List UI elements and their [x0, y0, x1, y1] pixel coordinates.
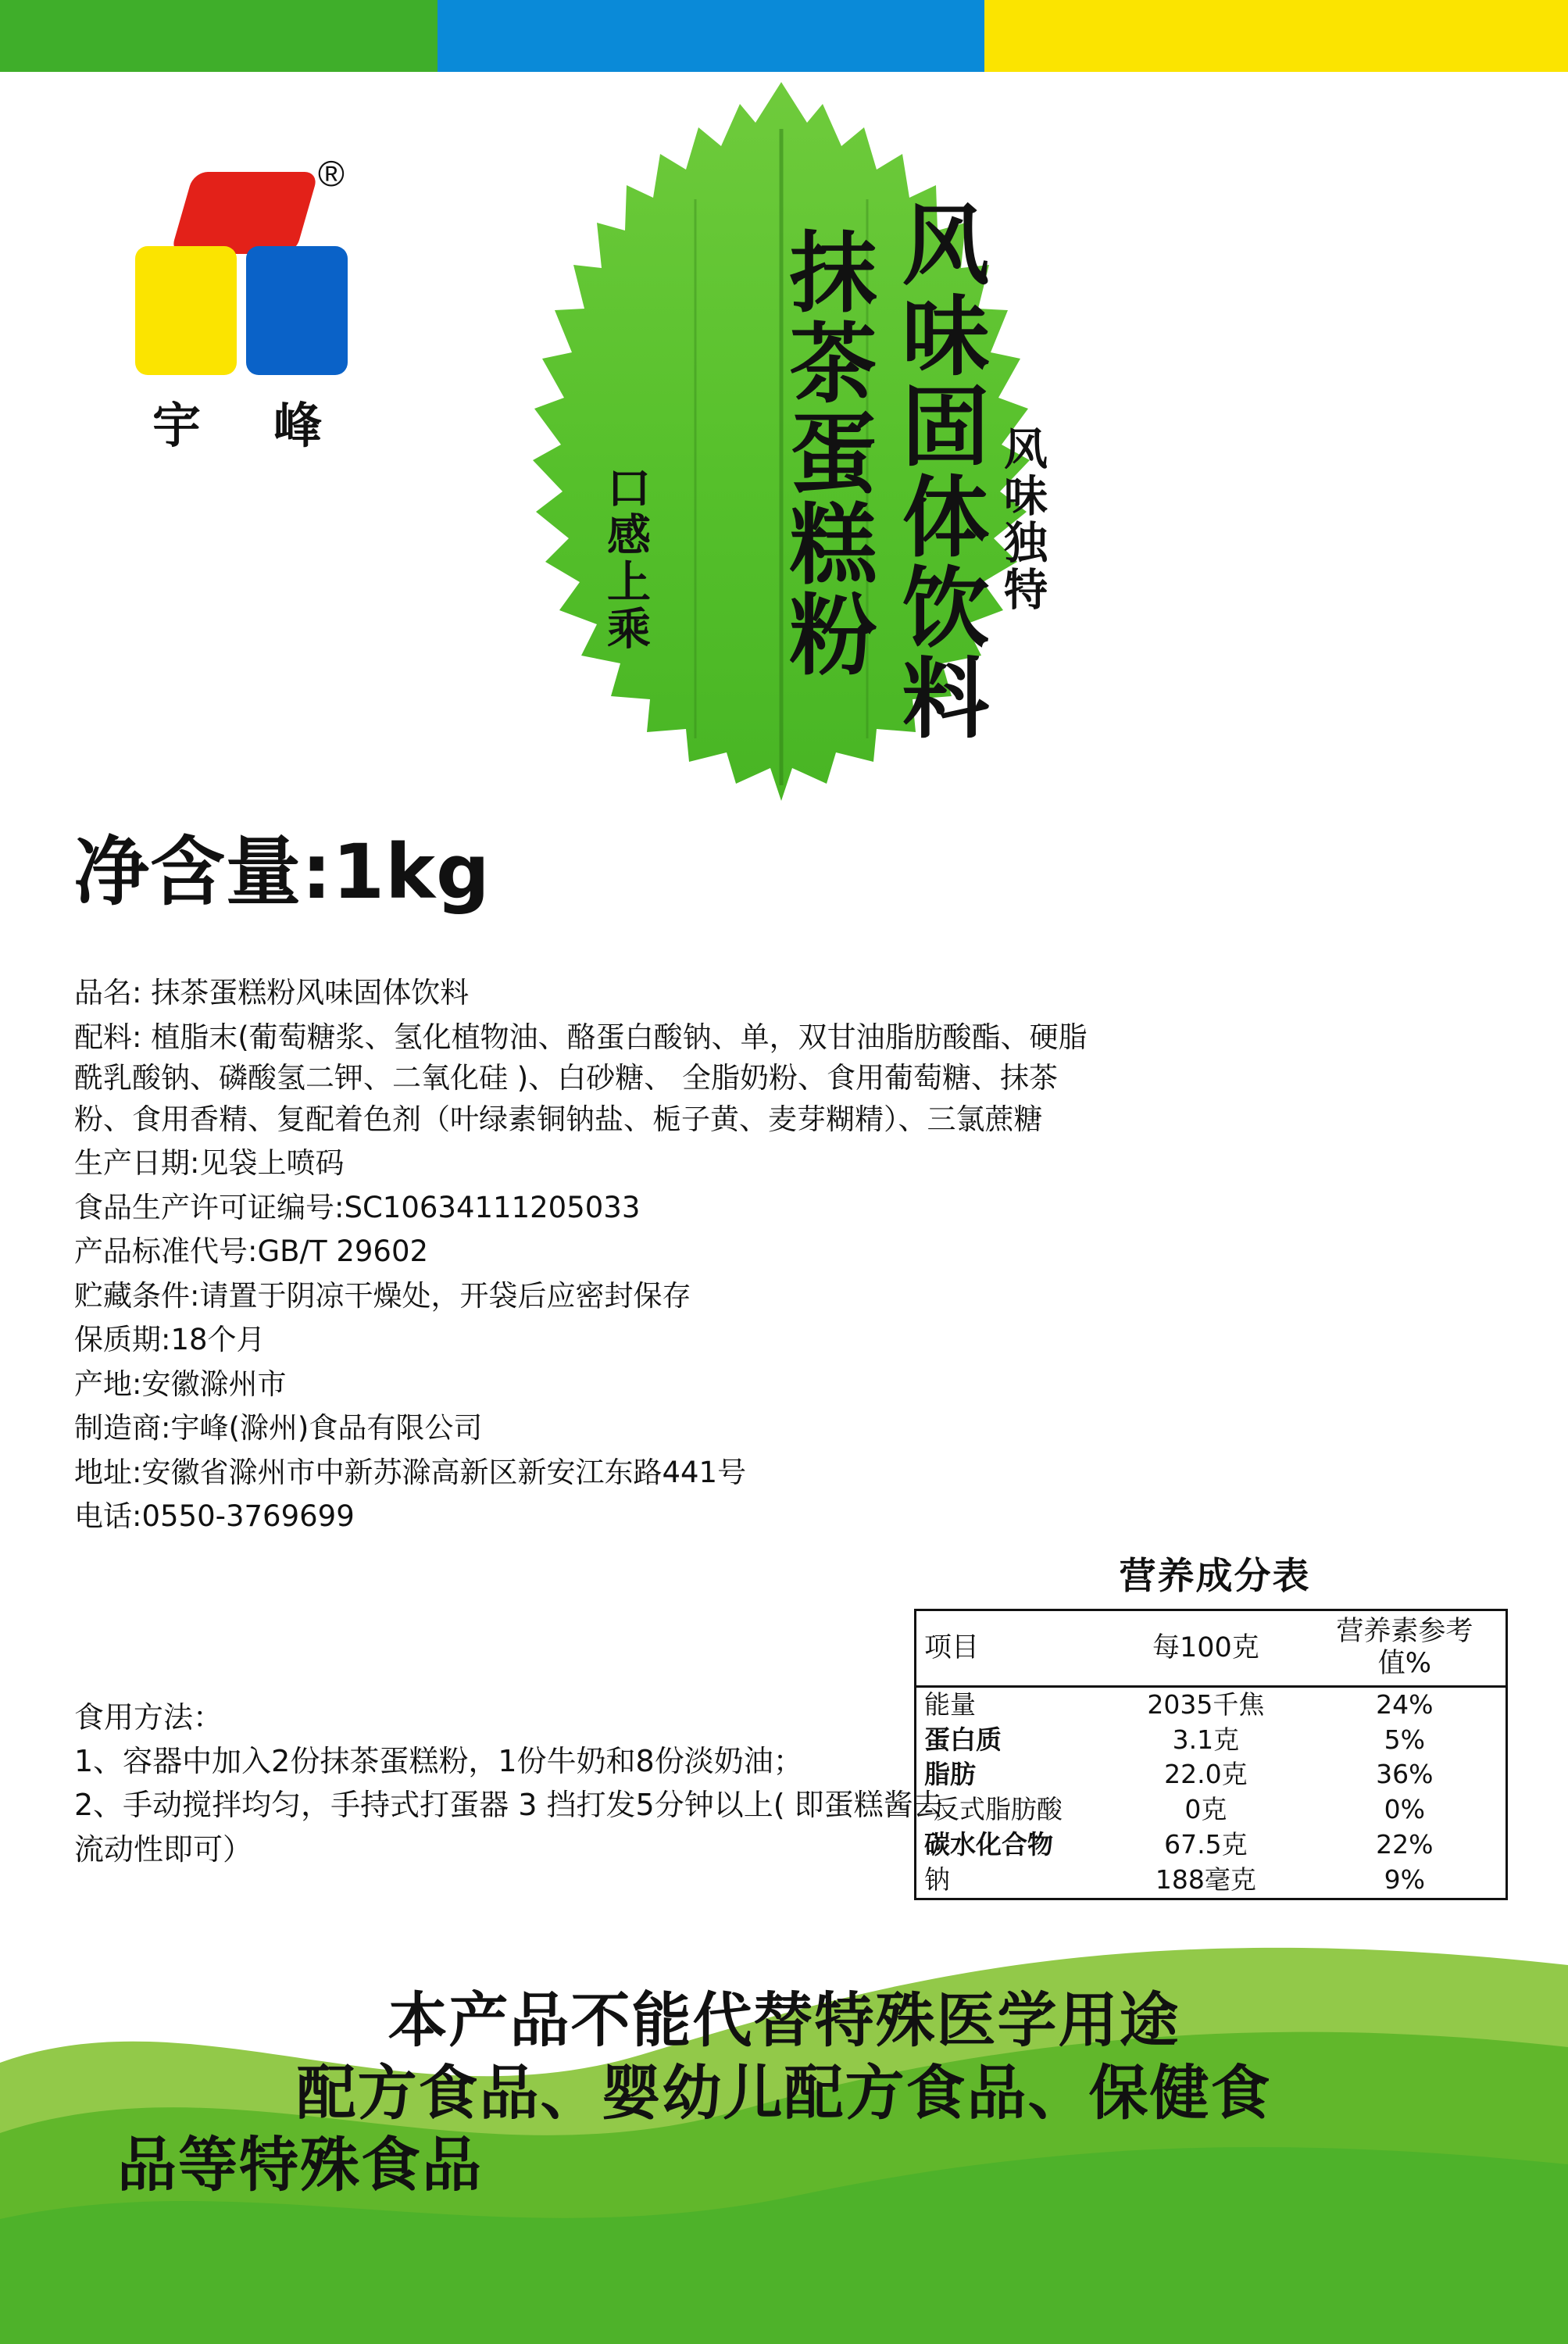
leaf-graphic — [500, 82, 1063, 942]
info-shelf-life: 保质期:18个月 — [74, 1323, 266, 1357]
cell-nrv: 0% — [1384, 1794, 1426, 1825]
logo-char-right: 峰 — [273, 397, 323, 454]
warning-line-3: 品等特殊食品 — [117, 2130, 483, 2200]
cell-item: 蛋白质 — [924, 1724, 1002, 1755]
info-storage: 贮藏条件:请置于阴凉干燥处，开袋后应密封保存 — [74, 1278, 691, 1313]
table-row — [916, 1757, 1507, 1792]
info-product-name: 品名: 抹茶蛋糕粉风味固体饮料 — [74, 976, 470, 1009]
cell-item: 能量 — [924, 1688, 976, 1720]
net-weight-text: 净含量:1kg — [74, 828, 491, 916]
cell-nrv: 5% — [1384, 1724, 1426, 1755]
table-row — [916, 1686, 1507, 1722]
table-row — [916, 1828, 1507, 1863]
table-row — [916, 1863, 1507, 1899]
logo-char-left: 宇 — [152, 397, 202, 454]
usage-instructions-block — [74, 1695, 949, 1871]
cell-nrv: 9% — [1384, 1864, 1426, 1896]
warning-line-2: 配方食品、婴幼儿配方食品、保健食 — [296, 2057, 1272, 2128]
logo-cube-red-icon — [170, 172, 319, 254]
strip-segment-yellow — [984, 0, 1568, 72]
leaf-title-secondary: 抹茶蛋糕粉 — [775, 227, 877, 680]
nutrition-facts — [906, 1547, 1523, 1900]
cell-value: 67.5克 — [1164, 1829, 1248, 1860]
cell-nrv: 22% — [1376, 1829, 1434, 1860]
cell-value: 2035千焦 — [1147, 1688, 1265, 1720]
warning-statement — [0, 1985, 1568, 2202]
usage-step-2: 2、手动搅拌均匀，手持式打蛋器 3 挡打发5分钟以上( 即蛋糕酱去流动性即可） — [74, 1788, 943, 1867]
usage-step-1: 1、容器中加入2份抹茶蛋糕粉，1份牛奶和8份淡奶油； — [74, 1744, 803, 1779]
info-ingredients: 配料: 植脂末(葡萄糖浆、氢化植物油、酪蛋白酸钠、单，双甘油脂肪酸酯、硬脂酰乳酸钠、磷酸氢二钾、二氧化硅 )、白砂糖、 全脂奶粉、食用葡萄糖、抹茶粉、食用香精、复配着色剂（叶绿素铜钠盐、栀子黄、麦芽糊精）、三氯蔗糖 — [74, 1020, 1088, 1136]
warning-line-1: 本产品不能代替特殊医学用途 — [388, 1985, 1180, 2055]
registered-mark-icon: ® — [318, 153, 345, 194]
cell-item: -反式脂肪酸 — [924, 1794, 1063, 1825]
table-row — [916, 1723, 1507, 1758]
table-row — [916, 1792, 1507, 1828]
info-production-date: 生产日期:见袋上喷码 — [74, 1146, 345, 1181]
usage-title: 食用方法： — [74, 1700, 223, 1735]
info-license-number: 食品生产许可证编号:SC10634111205033 — [74, 1190, 641, 1224]
cell-value: 0克 — [1184, 1794, 1227, 1825]
leaf-title-primary: 风味固体饮料 — [888, 199, 989, 743]
cell-item: 钠 — [924, 1864, 950, 1896]
cell-value: 3.1克 — [1172, 1724, 1240, 1755]
info-address: 地址:安徽省滁州市中新苏滁高新区新安江东路441号 — [74, 1455, 747, 1489]
brand-logo — [121, 152, 379, 481]
cell-nrv: 36% — [1376, 1759, 1434, 1790]
cell-nrv: 24% — [1376, 1688, 1434, 1720]
info-manufacturer: 制造商:宇峰(滁州)食品有限公司 — [74, 1411, 483, 1445]
top-color-strip — [0, 0, 1568, 72]
nutrition-title: 营养成分表 — [1119, 1555, 1311, 1598]
strip-segment-green — [0, 0, 438, 72]
logo-cube-blue-icon — [246, 246, 348, 375]
info-standard-code: 产品标准代号:GB/T 29602 — [74, 1235, 429, 1269]
table-header-row — [916, 1610, 1507, 1687]
header-nrv: 营养素参考值% — [1304, 1610, 1507, 1687]
leaf-slogan-right: 风味独特 — [997, 426, 1048, 613]
header-item: 项目 — [916, 1610, 1109, 1687]
product-info-block — [74, 973, 1113, 1541]
header-value: 每100克 — [1108, 1610, 1304, 1687]
nutrition-table — [914, 1609, 1508, 1900]
cell-item: 碳水化合物 — [924, 1829, 1053, 1860]
cell-value: 22.0克 — [1164, 1759, 1248, 1790]
logo-cube-yellow-icon — [135, 246, 237, 375]
strip-segment-blue — [438, 0, 984, 72]
info-phone: 电话:0550-3769699 — [74, 1499, 355, 1534]
cell-value: 188毫克 — [1155, 1864, 1256, 1896]
leaf-slogan-left: 口感上乘 — [600, 465, 651, 652]
info-origin: 产地:安徽滁州市 — [74, 1367, 287, 1401]
cell-item: 脂肪 — [924, 1759, 976, 1790]
